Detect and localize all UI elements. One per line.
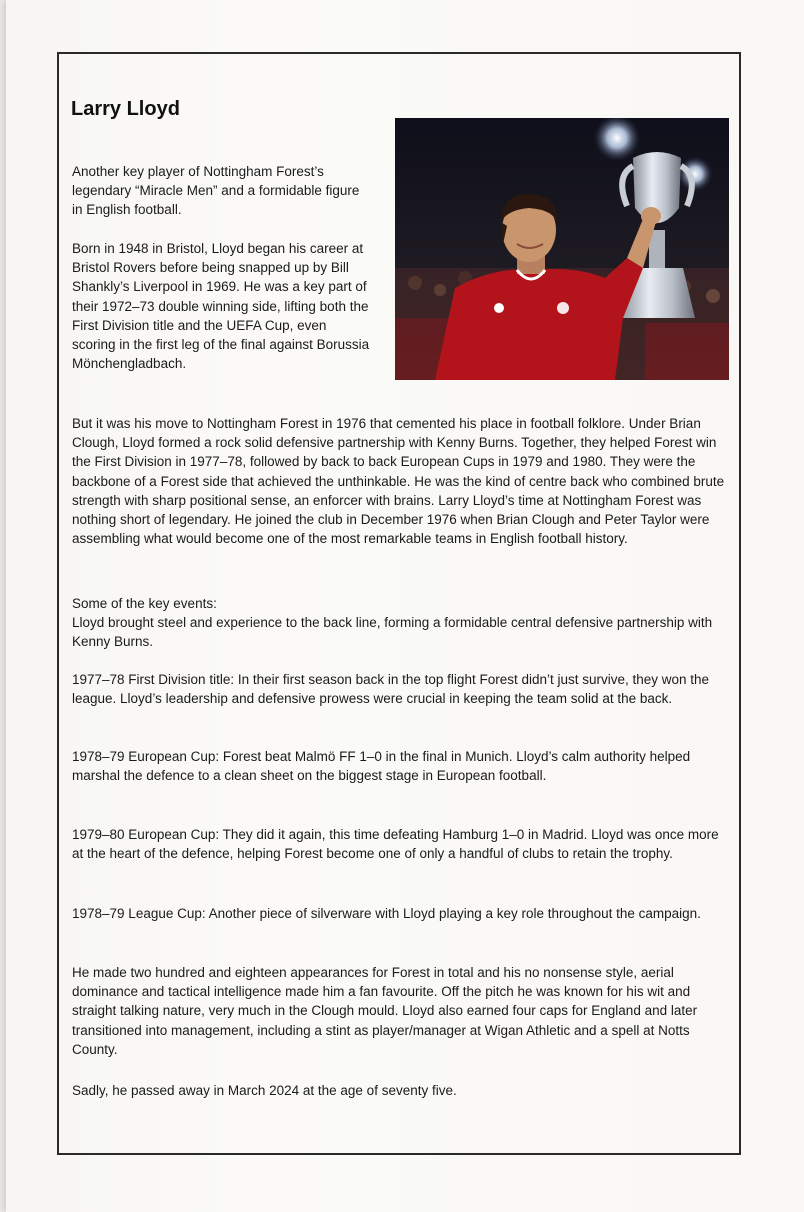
paragraph-forest-move: But it was his move to Nottingham Forest in 1976 that cemented his place in football folklore. Under Brian Clough, Lloyd formed a rock solid defensive partnership with Kenny Burns. Together, they helped Forest win the First Division in 1977–78, followed by back to back European Cups in 1979 and 1980. They were the backbone of a Forest side that achieved the unthinkable. He was the kind of centre back who combined brute strength with sharp positional sense, an enforcer with brains. Larry Lloyd’s time at Nottingham Forest was nothing short of legendary. He joined the club in December 1976 when Brian Clough and Peter Taylor were assembling what would become one of the most remarkable teams in English football history.: [72, 416, 725, 547]
paragraph-passed-away: Sadly, he passed away in March 2024 at the age of seventy five.: [72, 1083, 457, 1098]
paragraph-early-career: Born in 1948 in Bristol, Lloyd began his career at Bristol Rovers before being snapped up by Bill Shankly’s Liverpool in 1969. He was a key part of their 1972–73 double winning side, lifting both the First Division title and the UEFA Cup, even scoring in the first leg of the final against Borussia Mönchengladbach.: [72, 241, 370, 372]
paragraph-european-cup-1980: 1979–80 European Cup: They did it again, this time defeating Hamburg 1–0 in Madrid. Lloyd was once more at the heart of the defence, helping Forest become one of only a handful of clubs to retain the trophy.: [72, 827, 719, 862]
article-title: Larry Lloyd: [71, 98, 180, 120]
paragraph-league-cup: 1978–79 League Cup: Another piece of silverware with Lloyd playing a key role throughout the campaign.: [72, 906, 701, 921]
player-with-trophy-photo: [395, 118, 729, 380]
paragraph-back-line: Lloyd brought steel and experience to the back line, forming a formidable central defensive partnership with Kenny Burns.: [72, 615, 713, 650]
paragraph-key-events-heading: Some of the key events:: [72, 596, 217, 611]
paragraph-intro: Another key player of Nottingham Forest’s legendary “Miracle Men” and a formidable figure in English football.: [72, 164, 360, 218]
paragraph-appearances: He made two hundred and eighteen appearances for Forest in total and his no nonsense style, aerial dominance and tactical intelligence made him a fan favourite. Off the pitch he was known for his wit and straight talking nature, very much in the Clough mould. Lloyd also earned four caps for England and later transitioned into management, including a stint as player/manager at Wigan Athletic and a spell at Notts County.: [72, 965, 698, 1057]
paragraph-first-division: 1977–78 First Division title: In their first season back in the top flight Forest didn’t just survive, they won the league. Lloyd’s leadership and defensive prowess were crucial in keeping the team solid at the back.: [72, 672, 710, 707]
paragraph-european-cup-1979: 1978–79 European Cup: Forest beat Malmö FF 1–0 in the final in Munich. Lloyd’s calm authority helped marshal the defence to a clean sheet on the biggest stage in European football.: [72, 749, 691, 784]
